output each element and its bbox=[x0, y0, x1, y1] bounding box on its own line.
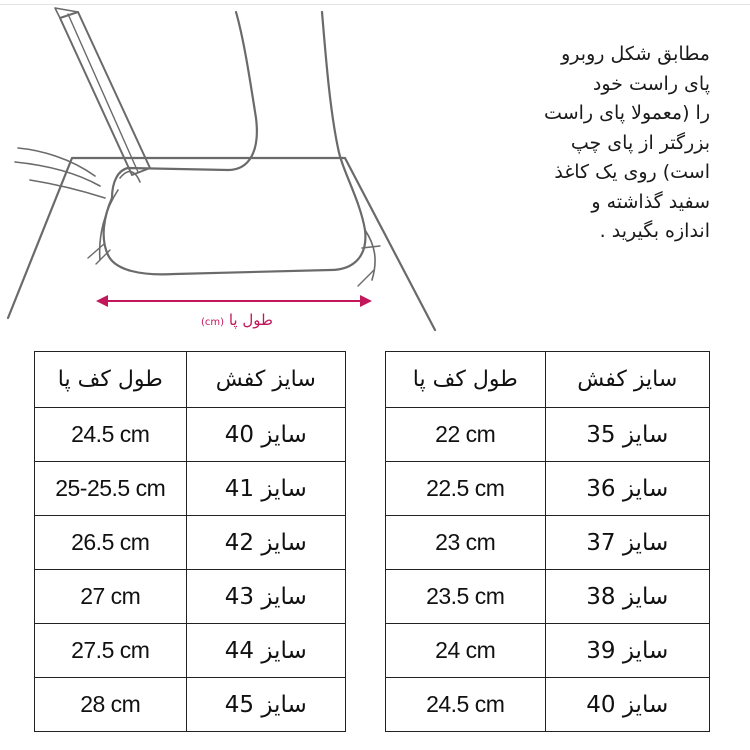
foot-length-cell: 22 cm bbox=[386, 408, 546, 462]
instruction-line: را (معمولا پای راست bbox=[544, 102, 710, 124]
foot-length-label: طول پا bbox=[228, 311, 273, 329]
header-foot-length: طول کف پا bbox=[35, 352, 187, 408]
foot-length-cell: 27.5 cm bbox=[35, 624, 187, 678]
shoe-size-cell: سایز 35 bbox=[545, 408, 710, 462]
shoe-size-cell: سایز 39 bbox=[545, 624, 710, 678]
shoe-size-cell: سایز 40 bbox=[186, 408, 345, 462]
size-table-large bbox=[34, 351, 346, 732]
table-row bbox=[35, 408, 346, 462]
leg-outline bbox=[112, 12, 257, 198]
header-foot-length: طول کف پا bbox=[386, 352, 546, 408]
instruction-line: مطابق شکل روبرو bbox=[561, 43, 710, 65]
size-table-small bbox=[385, 351, 710, 732]
table-row bbox=[386, 462, 710, 516]
instruction-line: سفید گذاشته و bbox=[591, 190, 710, 213]
measurement-arrow bbox=[96, 295, 372, 307]
hand-sketch bbox=[15, 148, 140, 198]
shoe-size-cell: سایز 37 bbox=[545, 516, 710, 570]
instruction-line: است) روی یک کاغذ bbox=[554, 161, 710, 183]
table-row bbox=[386, 408, 710, 462]
table-header-row bbox=[35, 352, 346, 408]
foot-length-cell: 24.5 cm bbox=[35, 408, 187, 462]
shoe-size-cell: سایز 36 bbox=[545, 462, 710, 516]
shoe-size-cell: سایز 44 bbox=[186, 624, 345, 678]
foot-length-cell: 23.5 cm bbox=[386, 570, 546, 624]
header-shoe-size: سایز کفش bbox=[545, 352, 710, 408]
shoe-size-cell: سایز 41 bbox=[186, 462, 345, 516]
table-row bbox=[35, 678, 346, 732]
foot-length-cell: 23 cm bbox=[386, 516, 546, 570]
table-header-row bbox=[386, 352, 710, 408]
foot-length-cell: 24.5 cm bbox=[386, 678, 546, 732]
table-row bbox=[35, 462, 346, 516]
shoe-size-cell: سایز 45 bbox=[186, 678, 345, 732]
pencil-shape bbox=[60, 12, 150, 175]
table-row bbox=[386, 624, 710, 678]
shoe-size-cell: سایز 42 bbox=[186, 516, 345, 570]
foot-length-cell: 24 cm bbox=[386, 624, 546, 678]
foot-length-unit: (cm) bbox=[201, 317, 225, 328]
traced-outline bbox=[100, 190, 375, 280]
foot-length-cell: 25-25.5 cm bbox=[35, 462, 187, 516]
table-row bbox=[386, 678, 710, 732]
foot-length-cell: 28 cm bbox=[35, 678, 187, 732]
foot-measurement-illustration bbox=[0, 0, 450, 345]
paper-sheet-outline bbox=[8, 158, 435, 330]
shoe-size-cell: سایز 40 bbox=[545, 678, 710, 732]
instruction-line: پای راست خود bbox=[592, 72, 710, 95]
foot-length-cell: 26.5 cm bbox=[35, 516, 187, 570]
table-row bbox=[35, 516, 346, 570]
instruction-line: بزرگتر از پای چپ bbox=[570, 131, 710, 154]
table-row bbox=[386, 570, 710, 624]
foot-length-caption bbox=[182, 308, 292, 332]
measurement-instructions bbox=[440, 40, 710, 247]
header-shoe-size: سایز کفش bbox=[186, 352, 345, 408]
instruction-line: اندازه بگیرید . bbox=[599, 220, 710, 242]
shoe-size-cell: سایز 43 bbox=[186, 570, 345, 624]
table-row bbox=[35, 570, 346, 624]
table-row bbox=[386, 516, 710, 570]
foot-length-cell: 27 cm bbox=[35, 570, 187, 624]
foot-length-cell: 22.5 cm bbox=[386, 462, 546, 516]
shoe-size-cell: سایز 38 bbox=[545, 570, 710, 624]
table-row bbox=[35, 624, 346, 678]
